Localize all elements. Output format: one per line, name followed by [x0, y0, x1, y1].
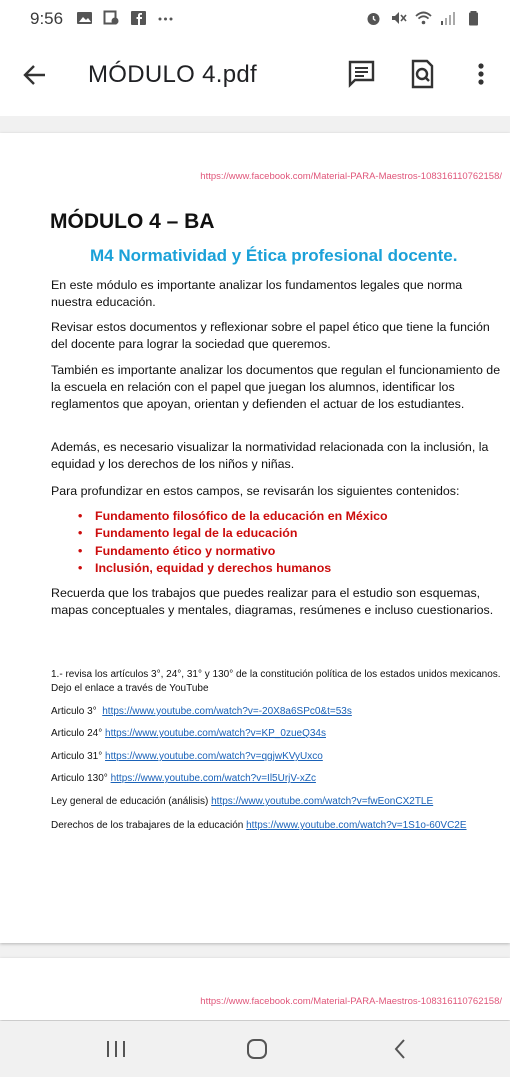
search-document-icon[interactable]: [406, 58, 438, 90]
system-icons: [365, 10, 482, 26]
source-link[interactable]: https://www.facebook.com/Material-PARA-Maestros-108316110762158/: [200, 171, 502, 182]
app-bar: [0, 38, 510, 116]
wifi-icon: [415, 10, 432, 26]
link-row: [51, 727, 501, 741]
pdf-page: [0, 958, 510, 1020]
recent-apps-icon[interactable]: [103, 1037, 129, 1061]
paragraph: En este módulo es importante analizar los fundamentos legales que norma nuestra educación.: [51, 278, 463, 309]
youtube-link[interactable]: https://www.youtube.com/watch?v=KP_0zueQ34s: [105, 728, 326, 739]
source-link[interactable]: https://www.facebook.com/Material-PARA-Maestros-108316110762158/: [200, 996, 502, 1007]
back-arrow-icon[interactable]: [20, 60, 50, 90]
battery-icon: [465, 10, 482, 26]
link-row: [51, 795, 501, 809]
comment-icon[interactable]: [346, 58, 378, 90]
topic-item: • Fundamento legal de la educación: [78, 525, 388, 542]
link-label: Articulo 3°: [51, 706, 97, 717]
mute-icon: [390, 10, 407, 26]
instruction-text: 1.- revisa los artículos 3°, 24°, 31° y 130° de la constitución política de los estados unidos mexicanos. Dejo el enlace a través de YouTube: [51, 669, 501, 694]
gallery-icon: [103, 10, 120, 26]
link-row: [51, 750, 501, 764]
alarm-icon: [365, 10, 382, 26]
image-icon: [76, 10, 93, 26]
paragraph: Para profundizar en estos campos, se revisarán los siguientes contenidos:: [51, 484, 460, 498]
closing-paragraph: Recuerda que los trabajos que puedes realizar para el estudio son esquemas, mapas conceptuales y mentales, diagramas, resúmenes e incluso cuestionarios.: [51, 586, 494, 617]
link-row: [51, 705, 501, 719]
paragraph: Además, es necesario visualizar la normatividad relacionada con la inclusión, la equidad y los derechos de los niños y niñas.: [51, 440, 489, 471]
status-time: 9:56: [30, 9, 64, 28]
youtube-link[interactable]: https://www.youtube.com/watch?v=qgjwKVyUxco: [105, 751, 323, 762]
notification-icons: [76, 10, 174, 26]
topic-item: • Inclusión, equidad y derechos humanos: [78, 560, 388, 577]
pdf-page: [0, 133, 510, 943]
module-subtitle: M4 Normatividad y Ética profesional docente.: [90, 246, 458, 265]
youtube-link[interactable]: https://www.youtube.com/watch?v=Il5UrjV-xZc: [110, 773, 316, 784]
youtube-link[interactable]: https://www.youtube.com/watch?v=-20X8a6SPc0&t=53s: [102, 706, 352, 717]
link-label: Derechos de los trabajares de la educación: [51, 820, 244, 831]
paragraph: También es importante analizar los documentos que regulan el funcionamiento de la escuela en relación con el papel que juegan los alumnos, identificar los reglamentos que apoyan, orientan y defienden el actuar de los estudiantes.: [51, 363, 501, 411]
paragraph: Revisar estos documentos y reflexionar sobre el papel ético que tiene la función del docente para lograr la sociedad que queremos.: [51, 320, 490, 351]
signal-icon: [440, 10, 457, 26]
youtube-link[interactable]: https://www.youtube.com/watch?v=1S1o-60VC2E: [246, 820, 467, 831]
status-bar: [0, 0, 510, 38]
link-row: [51, 819, 481, 833]
overflow-menu-icon[interactable]: [465, 58, 497, 90]
link-row: [51, 772, 501, 786]
home-icon[interactable]: [244, 1037, 270, 1061]
link-label: Articulo 24°: [51, 728, 103, 739]
link-label: Articulo 130°: [51, 773, 108, 784]
navigation-bar: [0, 1021, 510, 1077]
module-title: MÓDULO 4 – BA: [50, 210, 215, 233]
facebook-icon: [130, 10, 147, 26]
back-nav-icon[interactable]: [388, 1037, 414, 1061]
more-dots-icon: [157, 10, 174, 26]
topic-item: • Fundamento filosófico de la educación en México: [78, 508, 388, 525]
document-title: MÓDULO 4.pdf: [88, 61, 257, 88]
link-label: Articulo 31°: [51, 751, 103, 762]
youtube-link[interactable]: https://www.youtube.com/watch?v=fwEonCX2TLE: [211, 796, 434, 807]
link-label: Ley general de educación (análisis): [51, 796, 209, 807]
topics-list: [78, 508, 388, 578]
topic-item: • Fundamento ético y normativo: [78, 543, 388, 560]
